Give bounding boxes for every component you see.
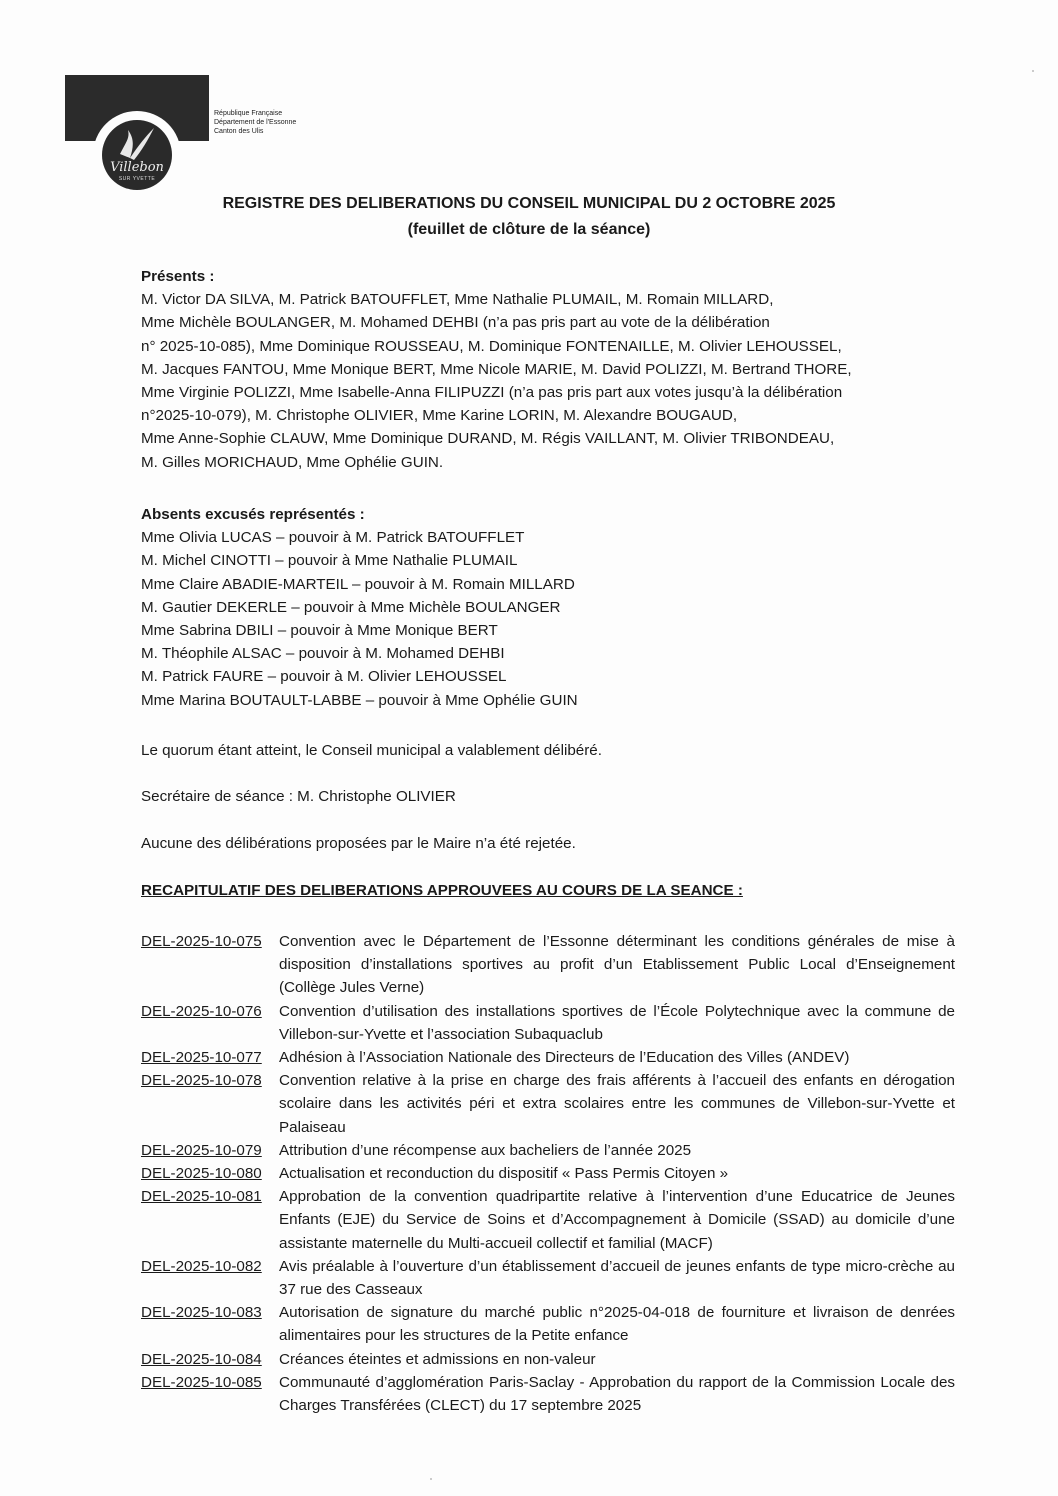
deliberation-title: Autorisation de signature du marché public n°2025-04-018 de fourniture et livraison de denrées alimentaires pour les structures de la Petite enfance	[279, 1304, 955, 1345]
deliberation-item	[141, 1139, 955, 1162]
admin-line: Département de l'Essonne	[214, 119, 297, 126]
deliberations-list	[141, 930, 955, 1417]
municipal-logo	[65, 75, 209, 187]
absents-item: M. Michel CINOTTI – pouvoir à Mme Nathalie PLUMAIL	[141, 552, 518, 570]
deliberation-item	[141, 1371, 955, 1417]
deliberation-code[interactable]: DEL-2025-10-077	[141, 1049, 262, 1067]
session-secretary: Secrétaire de séance : M. Christophe OLIVIER	[141, 788, 456, 805]
presents-line: Mme Michèle BOULANGER, M. Mohamed DEHBI (n’a pas pris part au vote de la délibération	[141, 314, 770, 332]
deliberation-code[interactable]: DEL-2025-10-082	[141, 1257, 262, 1275]
deliberation-item	[141, 1185, 955, 1255]
deliberation-item	[141, 1348, 955, 1371]
absents-item: Mme Claire ABADIE-MARTEIL – pouvoir à M. Romain MILLARD	[141, 575, 575, 593]
presents-line: M. Gilles MORICHAUD, Mme Ophélie GUIN.	[141, 453, 444, 471]
deliberation-item	[141, 930, 955, 1000]
admin-line: Canton des Ulis	[214, 128, 264, 135]
presents-heading: Présents :	[141, 268, 215, 285]
deliberation-code[interactable]: DEL-2025-10-075	[141, 933, 262, 950]
deliberation-code[interactable]: DEL-2025-10-083	[141, 1304, 262, 1322]
administrative-affiliation	[214, 109, 296, 136]
deliberation-code[interactable]: DEL-2025-10-079	[141, 1141, 262, 1159]
absents-item: M. Gautier DEKERLE – pouvoir à Mme Michèle BOULANGER	[141, 598, 561, 616]
deliberation-item	[141, 1069, 955, 1139]
deliberation-title: Communauté d’agglomération Paris-Saclay - Approbation du rapport de la Commission Locale des Charges Transférées (CLECT) du 17 septembre 2025	[279, 1373, 955, 1415]
absents-section	[141, 503, 955, 712]
deliberation-code[interactable]: DEL-2025-10-076	[141, 1002, 262, 1020]
deliberation-code[interactable]: DEL-2025-10-081	[141, 1188, 262, 1206]
title-line-1: REGISTRE DES DELIBERATIONS DU CONSEIL MUNICIPAL DU 2 OCTOBRE 2025	[222, 195, 836, 212]
deliberation-title: Attribution d’une récompense aux bacheliers de l’année 2025	[279, 1141, 692, 1159]
bird-swoosh-icon	[116, 124, 156, 164]
presents-line: n°2025-10-079), M. Christophe OLIVIER, Mme Karine LORIN, M. Alexandre BOUGAUD,	[141, 407, 738, 425]
presents-list	[141, 288, 955, 474]
scan-artifact	[1032, 70, 1034, 72]
absents-item: Mme Marina BOUTAULT-LABBE – pouvoir à Mme Ophélie GUIN	[141, 691, 578, 709]
presents-line: n° 2025-10-085), Mme Dominique ROUSSEAU, M. Dominique FONTENAILLE, M. Olivier LEHOUSSEL,	[141, 337, 842, 355]
deliberation-title: Convention d’utilisation des installations sportives de l’École Polytechnique avec la commune de Villebon-sur-Yvette et l’association Subaquaclub	[279, 1002, 955, 1043]
logo-emblem	[102, 120, 172, 190]
presents-line: Mme Virginie POLIZZI, Mme Isabelle-Anna FILIPUZZI (n’a pas pris part aux votes jusqu’à la délibération	[141, 384, 843, 402]
absents-item: M. Théophile ALSAC – pouvoir à M. Mohamed DEHBI	[141, 645, 505, 663]
absents-item: Mme Olivia LUCAS – pouvoir à M. Patrick BATOUFFLET	[141, 529, 525, 547]
deliberation-item	[141, 1046, 955, 1069]
recap-heading: RECAPITULATIF DES DELIBERATIONS APPROUVEES AU COURS DE LA SEANCE :	[141, 882, 743, 899]
deliberation-title: Approbation de la convention quadripartite relative à l’intervention d’une Educatrice de Jeunes Enfants (EJE) du Service de Soins et d’Accompagnement à Domicile (SSAD) au domicile d’une assistante maternelle du Multi-accueil collectif et familial (MACF)	[279, 1188, 955, 1252]
deliberation-item	[141, 1162, 955, 1185]
presents-line: M. Victor DA SILVA, M. Patrick BATOUFFLET, Mme Nathalie PLUMAIL, M. Romain MILLARD,	[141, 291, 774, 309]
deliberation-title: Convention relative à la prise en charge des frais afférents à l’accueil des enfants en dérogation scolaire dans les activités péri et extra scolaires entre les communes de Villebon-sur-Yvette et Palaiseau	[279, 1072, 955, 1136]
document-title	[0, 191, 1058, 243]
deliberation-item	[141, 1000, 955, 1046]
deliberation-item	[141, 1255, 955, 1301]
deliberation-code[interactable]: DEL-2025-10-085	[141, 1373, 262, 1391]
quorum-statement: Le quorum étant atteint, le Conseil municipal a valablement délibéré.	[141, 742, 602, 759]
logo-subtitle: SUR YVETTE	[118, 176, 156, 182]
absents-item: Mme Sabrina DBILI – pouvoir à Mme Monique BERT	[141, 622, 498, 640]
deliberation-code[interactable]: DEL-2025-10-080	[141, 1165, 262, 1183]
deliberation-title: Avis préalable à l’ouverture d’un établissement d’accueil de jeunes enfants de type micro-crèche au 37 rue des Casseaux	[279, 1257, 955, 1299]
deliberation-title: Créances éteintes et admissions en non-valeur	[279, 1350, 596, 1368]
presents-line: M. Jacques FANTOU, Mme Monique BERT, Mme Nicole MARIE, M. David POLIZZI, M. Bertrand THORE,	[141, 360, 852, 378]
deliberation-title: Adhésion à l’Association Nationale des Directeurs de l’Education des Villes (ANDEV)	[279, 1049, 850, 1067]
presents-section	[141, 265, 955, 474]
absents-heading: Absents excusés représentés :	[141, 506, 365, 523]
admin-line: République Française	[214, 110, 283, 117]
deliberation-item	[141, 1301, 955, 1347]
title-line-2: (feuillet de clôture de la séance)	[407, 221, 651, 238]
deliberation-title: Convention avec le Département de l’Essonne déterminant les conditions générales de mise à disposition d’installations sportives au profit d’un Etablissement Public Local d’Enseignement (Collège Jules Verne)	[279, 933, 955, 997]
deliberation-title: Actualisation et reconduction du dispositif « Pass Permis Citoyen »	[279, 1165, 729, 1183]
scan-artifact	[430, 1478, 432, 1480]
rejection-statement: Aucune des délibérations proposées par le Maire n’a été rejetée.	[141, 835, 576, 852]
deliberation-code[interactable]: DEL-2025-10-084	[141, 1350, 262, 1368]
presents-line: Mme Anne-Sophie CLAUW, Mme Dominique DURAND, M. Régis VAILLANT, M. Olivier TRIBONDEAU,	[141, 430, 835, 448]
deliberation-code[interactable]: DEL-2025-10-078	[141, 1072, 262, 1090]
logo-name: Villebon	[110, 160, 164, 175]
absents-item: M. Patrick FAURE – pouvoir à M. Olivier LEHOUSSEL	[141, 668, 507, 686]
